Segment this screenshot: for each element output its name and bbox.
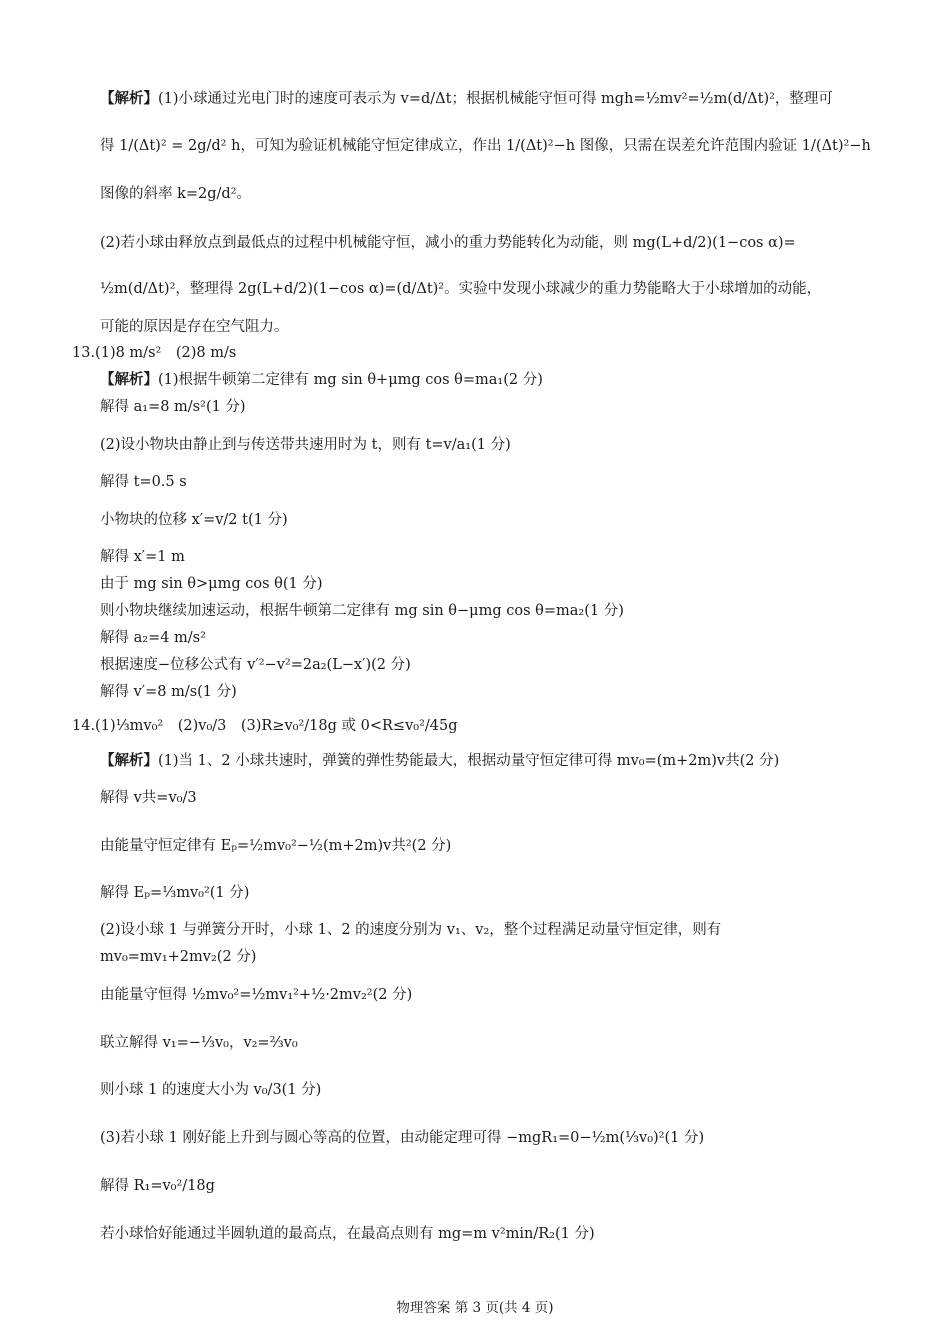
text-line: (2)设小物块由静止到与传送带共速用时为 t，则有 t=v/a₁(1 分): [100, 437, 511, 453]
text-line: 【解析】(1)根据牛顿第二定律有 mg sin θ+μmg cos θ=ma₁(2 分): [100, 371, 543, 388]
text-line: mv₀=mv₁+2mv₂(2 分): [100, 949, 257, 965]
text-line: 则小球 1 的速度大小为 v₀/3(1 分): [100, 1082, 322, 1098]
text-line: 则小物块继续加速运动，根据牛顿第二定律有 mg sin θ−μmg cos θ=ma₂(1 分): [100, 603, 624, 619]
text-line: 【解析】(1)当 1、2 小球共速时，弹簧的弹性势能最大，根据动量守恒定律可得 mv₀=(m+2m)v共(2 分): [100, 752, 780, 769]
text-line: 若小球恰好能通过半圆轨道的最高点，在最高点则有 mg=m v²min/R₂(1 分): [100, 1226, 595, 1242]
text-line: 解得 a₂=4 m/s²: [100, 630, 206, 646]
text-line: 【解析】(1)小球通过光电门时的速度可表示为 v=d/Δt；根据机械能守恒可得 mgh=½mv²=½m(d/Δt)²，整理可: [100, 90, 833, 107]
text-line: 解得 Eₚ=⅓mv₀²(1 分): [100, 885, 250, 901]
analysis-label: 【解析】: [100, 752, 158, 769]
text-line: 联立解得 v₁=−⅓v₀，v₂=⅔v₀: [100, 1035, 298, 1051]
text-line: 得 1/(Δt)² = 2g/d² h，可知为验证机械能守恒定律成立，作出 1/(Δt)²−h 图像，只需在误差允许范围内验证 1/(Δt)²−h: [100, 138, 871, 154]
text-line: (3)若小球 1 刚好能上升到与圆心等高的位置，由动能定理可得 −mgR₁=0−½m(⅓v₀)²(1 分): [100, 1130, 705, 1146]
text-line: 解得 R₁=v₀²/18g: [100, 1178, 215, 1194]
text-line: (2)若小球由释放点到最低点的过程中机械能守恒，减小的重力势能转化为动能，则 mg(L+d/2)(1−cos α)=: [100, 235, 796, 251]
text-line: 解得 t=0.5 s: [100, 474, 187, 490]
answer-14-summary: 14.(1)⅓mv₀² (2)v₀/3 (3)R≥v₀²/18g 或 0<R≤v₀²/45g: [72, 718, 458, 734]
text-line: 可能的原因是存在空气阻力。: [100, 319, 289, 335]
analysis-label: 【解析】: [100, 90, 158, 107]
text-line: 解得 v′=8 m/s(1 分): [100, 684, 237, 700]
text-line: 由能量守恒得 ½mv₀²=½mv₁²+½·2mv₂²(2 分): [100, 987, 413, 1003]
text-line: ½m(d/Δt)²，整理得 2g(L+d/2)(1−cos α)=(d/Δt)²。实验中发现小球减少的重力势能略大于小球增加的动能，: [100, 281, 822, 297]
answer-13-summary: 13.(1)8 m/s² (2)8 m/s: [72, 345, 237, 361]
text-line: 由能量守恒定律有 Eₚ=½mv₀²−½(m+2m)v共²(2 分): [100, 838, 452, 854]
text-line: 根据速度−位移公式有 v′²−v²=2a₂(L−x′)(2 分): [100, 657, 411, 673]
text-line: 由于 mg sin θ>μmg cos θ(1 分): [100, 576, 323, 592]
text-line: 图像的斜率 k=2g/d²。: [100, 186, 252, 202]
text-line: (2)设小球 1 与弹簧分开时，小球 1、2 的速度分别为 v₁、v₂，整个过程满足动量守恒定律，则有: [100, 922, 722, 938]
text-line: 解得 a₁=8 m/s²(1 分): [100, 399, 246, 415]
text-line: 解得 v共=v₀/3: [100, 790, 197, 806]
text-line: 小物块的位移 x′=v/2 t(1 分): [100, 512, 288, 528]
text-line: 解得 x′=1 m: [100, 549, 185, 565]
page-footer: 物理答案 第 3 页(共 4 页): [396, 1300, 554, 1316]
analysis-label: 【解析】: [100, 371, 158, 388]
